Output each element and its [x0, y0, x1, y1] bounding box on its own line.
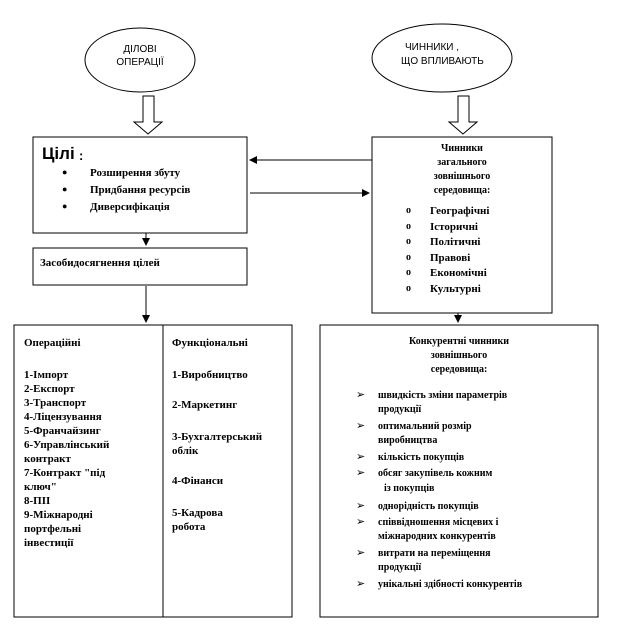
operations-left-item: контракт [24, 453, 71, 465]
operations-left-item: ключ" [24, 481, 57, 493]
ellipse-right-line2: ЩО ВПЛИВАЮТЬ [401, 56, 484, 67]
operations-left-item: 2-Експорт [24, 383, 75, 395]
arrow-bullet-icon: ➢ [356, 578, 366, 590]
external-title-4: середовища: [433, 185, 491, 196]
operations-right-item: 4-Фінанси [172, 475, 224, 487]
competitive-item: продукції [378, 404, 422, 415]
competitive-item: витрати на переміщення [378, 548, 491, 559]
competitive-item: продукції [378, 562, 422, 573]
operations-left-item: 6-Управлінський [24, 439, 110, 451]
operations-right-item: робота [172, 521, 206, 533]
competitive-title-3: середовища: [430, 364, 488, 375]
competitive-item: співвідношення місцевих і [378, 517, 499, 528]
block-arrow-right [449, 96, 477, 134]
ellipse-left-line2: ОПЕРАЦІЇ [116, 57, 164, 68]
operations-left-item: 5-Франчайзинг [24, 425, 101, 437]
goals-item: ● Диверсифікація [62, 201, 170, 213]
operations-header-right: Функціональні [172, 337, 248, 349]
competitive-title-1: Конкурентні чинники [408, 336, 510, 347]
operations-right-item: 3-Бухгалтерський [172, 431, 263, 443]
goals-item: ● Придбання ресурсів [62, 184, 191, 196]
operations-right-item: 1-Виробництво [172, 369, 248, 381]
external-item: o Правові [406, 251, 471, 264]
competitive-title-2: зовнішнього [430, 350, 488, 361]
arrow-bullet-icon: ➢ [356, 467, 366, 479]
operations-header-left: Операційні [24, 337, 81, 349]
operations-left-item: 8-ПІІ [24, 495, 51, 507]
goals-title: Цілі [42, 144, 75, 163]
external-item: o Економічні [406, 267, 487, 279]
means-label: Засобидосягнення цілей [40, 257, 160, 269]
operations-left-item: інвестиції [24, 537, 74, 549]
competitive-item: міжнародних конкурентів [378, 531, 496, 542]
external-item: o Географічні [406, 205, 490, 217]
arrow-bullet-icon: ➢ [356, 389, 366, 401]
arrow-bullet-icon: ➢ [356, 516, 366, 528]
operations-left-item: 7-Контракт "під [24, 467, 106, 479]
operations-left-item: портфельні [24, 523, 82, 535]
operations-left-item: 9-Міжнародні [24, 509, 93, 521]
competitive-item: унікальні здібності конкурентів [378, 579, 523, 590]
ellipse-left-line1: ДІЛОВІ [123, 44, 157, 55]
external-item: o Культурні [406, 282, 481, 295]
competitive-item: із покупців [384, 483, 435, 494]
ellipse-right-line1: ЧИННИКИ , [405, 42, 460, 53]
operations-left-item: 3-Транспорт [24, 397, 87, 409]
competitive-item: кількість покупців [378, 452, 465, 463]
external-title-3: зовнішнього [433, 171, 491, 182]
external-title-1: Чинники [441, 143, 483, 154]
external-list [406, 205, 489, 298]
external-item: o Політичні [406, 236, 481, 248]
goals-list [62, 167, 191, 218]
arrow-bullet-icon: ➢ [356, 451, 366, 463]
external-title-2: загального [437, 157, 487, 168]
competitive-item: оптимальний розмір [378, 421, 472, 432]
arrow-bullet-icon: ➢ [356, 420, 366, 432]
operations-right-item: 2-Маркетинг [172, 399, 238, 411]
goals-item: ● Розширення збуту [62, 167, 181, 179]
block-arrow-left [134, 96, 162, 134]
arrow-bullet-icon: ➢ [356, 547, 366, 559]
operations-left-item: 1-Імпорт [24, 369, 69, 381]
competitive-item: виробництва [378, 435, 438, 446]
external-item: o Історичні [406, 220, 478, 233]
competitive-item: швидкість зміни параметрів [378, 390, 508, 401]
goals-colon: : [79, 148, 84, 163]
operations-right-item: облік [172, 445, 199, 457]
operations-right-item: 5-Кадрова [172, 507, 223, 519]
arrow-bullet-icon: ➢ [356, 500, 366, 512]
competitive-item: однорідність покупців [378, 501, 479, 512]
operations-left-item: 4-Ліцензування [24, 411, 102, 423]
competitive-item: обсяг закупівель кожним [378, 468, 493, 479]
